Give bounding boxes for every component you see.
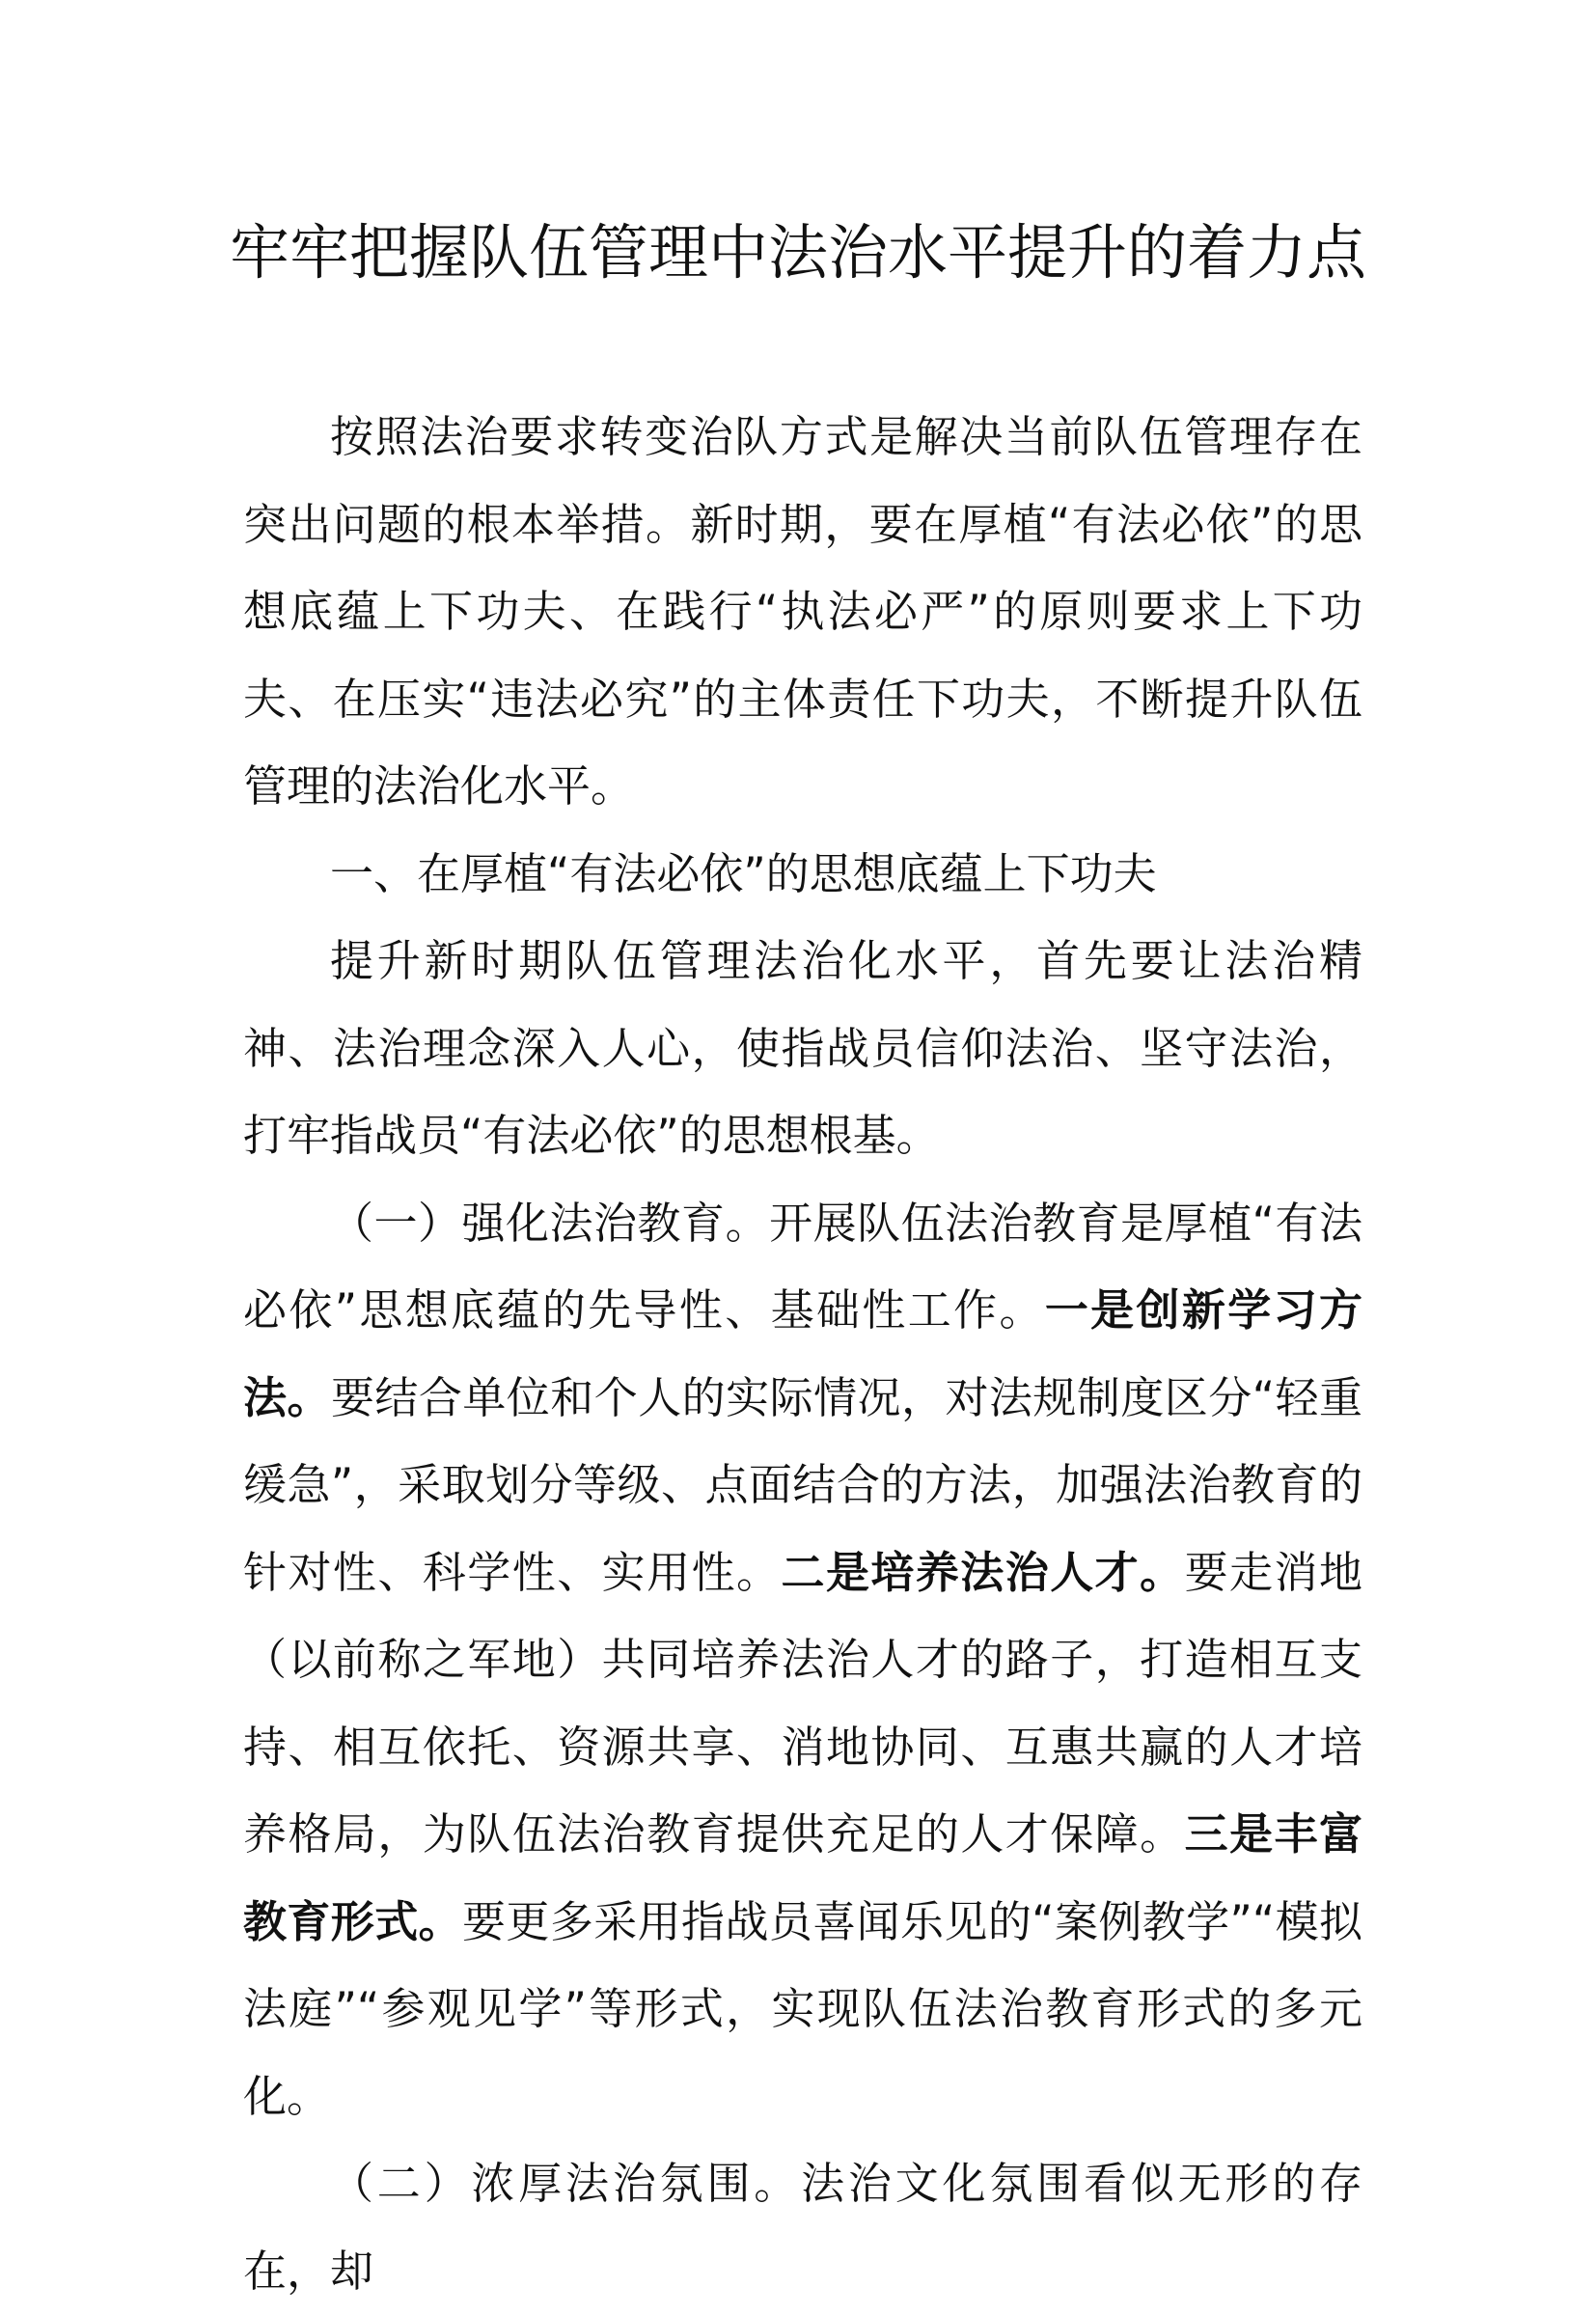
section-1-paragraph: 提升新时期队伍管理法治化水平，首先要让法治精神、法治理念深入人心，使指战员信仰法治、坚守法治，打牢指战员“有法必依”的思想根基。: [243, 935, 1362, 1161]
subsection-1-text-c: 要走消地（以前称之军地）共同培养法治人才的路子，打造相互支持、相互依托、资源共享、消地协同、互惠共赢的人才培养格局，为队伍法治教育提供充足的人才保障。: [243, 1546, 1362, 1860]
point-2-bold: 二是培养法治人才。: [781, 1546, 1185, 1598]
subsection-1-text-b: 要结合单位和个人的实际情况，对法规制度区分“轻重缓急”，采取划分等级、点面结合的方法，加强法治教育的针对性、科学性、实用性。: [243, 1371, 1362, 1598]
point-3-bold: 三是丰富教育形式。: [243, 1808, 1362, 1947]
intro-paragraph: 按照法治要求转变治队方式是解决当前队伍管理存在突出问题的根本举措。新时期，要在厚植“有法必依”的思想底蕴上下功夫、在践行“执法必严”的原则要求上下功夫、在压实“违法必究”的主体责任下功夫，不断提升队伍管理的法治化水平。: [243, 411, 1362, 812]
subsection-1-text-a: （一）强化法治教育。开展队伍法治教育是厚植“有法必依”思想底蕴的先导性、基础性工作。: [243, 1197, 1362, 1336]
point-1-bold: 一是创新学习方法。: [243, 1284, 1362, 1423]
section-heading-1: 一、在厚植“有法必依”的思想底蕴上下功夫: [330, 847, 1157, 899]
subsection-2-paragraph: （二）浓厚法治氛围。法治文化氛围看似无形的存在，却: [243, 2158, 1362, 2297]
document-body: [243, 394, 1362, 2315]
subsection-1-paragraph: [243, 1180, 1362, 2141]
subsection-1-text-d: 要更多采用指战员喜闻乐见的“案例教学”“模拟法庭”“参观见学”等形式，实现队伍法治教育形式的多元化。: [243, 1895, 1362, 2122]
document-title: 牢牢把握队伍管理中法治水平提升的着力点: [229, 217, 1366, 288]
